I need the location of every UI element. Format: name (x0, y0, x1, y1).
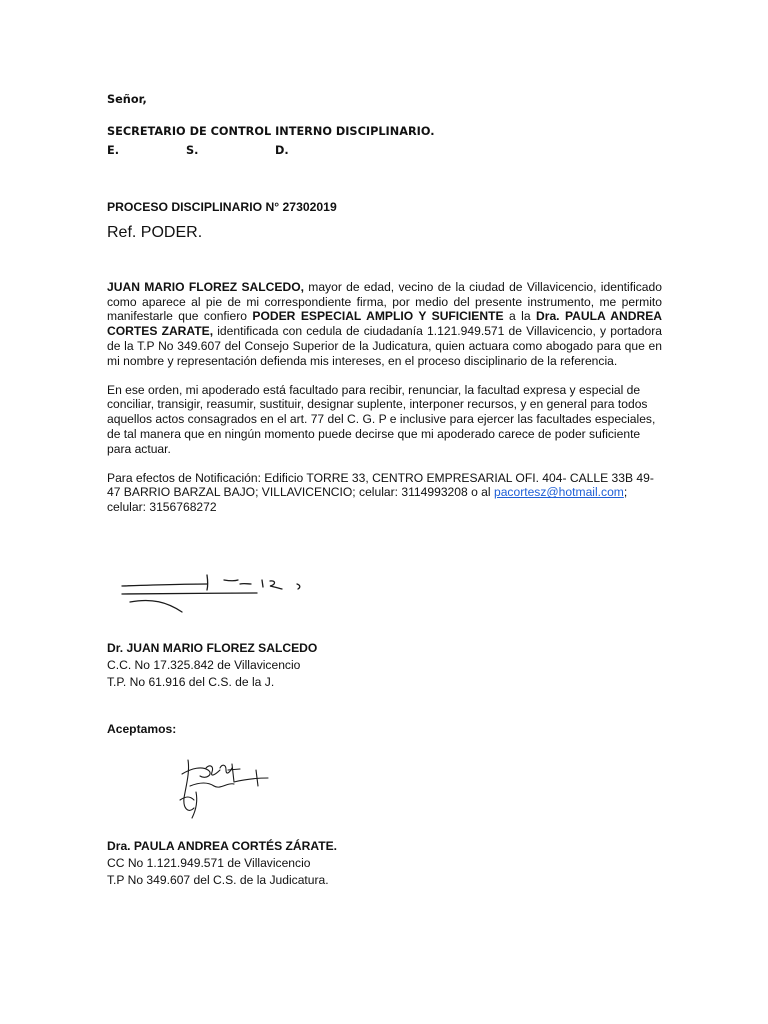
email-link[interactable]: pacortesz@hotmail.com (493, 485, 624, 500)
body-text (107, 280, 662, 529)
signer-attorney-block (107, 838, 507, 889)
signer-grantor-tp: T.P. No 61.916 del C.S. de la J. (107, 675, 275, 689)
signature-attorney (172, 752, 272, 824)
esd-d: D. (275, 144, 289, 157)
signature-grantor (112, 572, 312, 622)
reference-line: Ref. PODER. (107, 224, 203, 241)
grantor-name: JUAN MARIO FLOREZ SALCEDO, (107, 280, 304, 294)
signer-grantor-id: C.C. No 17.325.842 de Villavicencio (107, 658, 301, 672)
paragraph3-text-a: Para efectos de Notificación: Edificio TORRE 33, CENTRO EMPRESARIAL OFI. 404- CALLE 33B 49-47 BARRIO BARZAL BAJO; VILLAVICENCIO; celular: 3114993208 o al (107, 470, 654, 500)
paragraph3-text-b: ; celular: 3156768272 (107, 485, 628, 515)
paragraph-notification (107, 471, 662, 515)
signer-grantor-block (107, 640, 507, 691)
esd-e: E. (107, 144, 120, 157)
paragraph-faculties: En ese orden, mi apoderado está facultado para recibir, renunciar, la facultad expresa y especial de conciliar, transigir, reasumir, sustituir, designar suplente, interponer recursos, y en general para todos aquellos actos consagrados en el art. 77 del C. G. P e inclusive para ejercer las facultades especiales, de tal manera que en ningún momento puede decirse que mi apoderado carece de poder suficiente para actuar. (107, 382, 656, 456)
signer-grantor-name: Dr. JUAN MARIO FLOREZ SALCEDO (107, 641, 318, 655)
paragraph1-text-b: a la (503, 309, 536, 324)
signer-attorney-tp: T.P No 349.607 del C.S. de la Judicatura. (107, 873, 329, 887)
greeting: Señor, (107, 93, 147, 106)
paragraph1-text-c: identificada con cedula de ciudadanía 1.121.949.571 de Villavicencio, y portadora de la T.P No 349.607 del Consejo Superior de la Judicatura, quien actuara como abogado para que en mi nombre y representación defienda mis intereses, en el proceso disciplinario de la referencia. (107, 324, 663, 368)
signer-attorney-name: Dra. PAULA ANDREA CORTÉS ZÁRATE. (107, 839, 338, 853)
addressee: SECRETARIO DE CONTROL INTERNO DISCIPLINARIO. (107, 125, 435, 138)
accept-label: Aceptamos: (107, 722, 177, 736)
case-number: PROCESO DISCIPLINARIO N° 27302019 (107, 200, 337, 214)
esd-line (107, 144, 407, 160)
power-type: PODER ESPECIAL AMPLIO Y SUFICIENTE (252, 309, 504, 324)
attorney-name: Dra. PAULA ANDREA CORTES ZARATE, (107, 309, 662, 339)
paragraph-power-grant (107, 280, 662, 368)
paragraph1-text-a: mayor de edad, vecino de la ciudad de Villavicencio, identificado como aparece al pie de mi correspondiente firma, por medio del presente instrumento, me permito manifestarle que confiero (107, 280, 662, 324)
esd-s: S. (186, 144, 199, 157)
signer-attorney-id: CC No 1.121.949.571 de Villavicencio (107, 856, 311, 870)
